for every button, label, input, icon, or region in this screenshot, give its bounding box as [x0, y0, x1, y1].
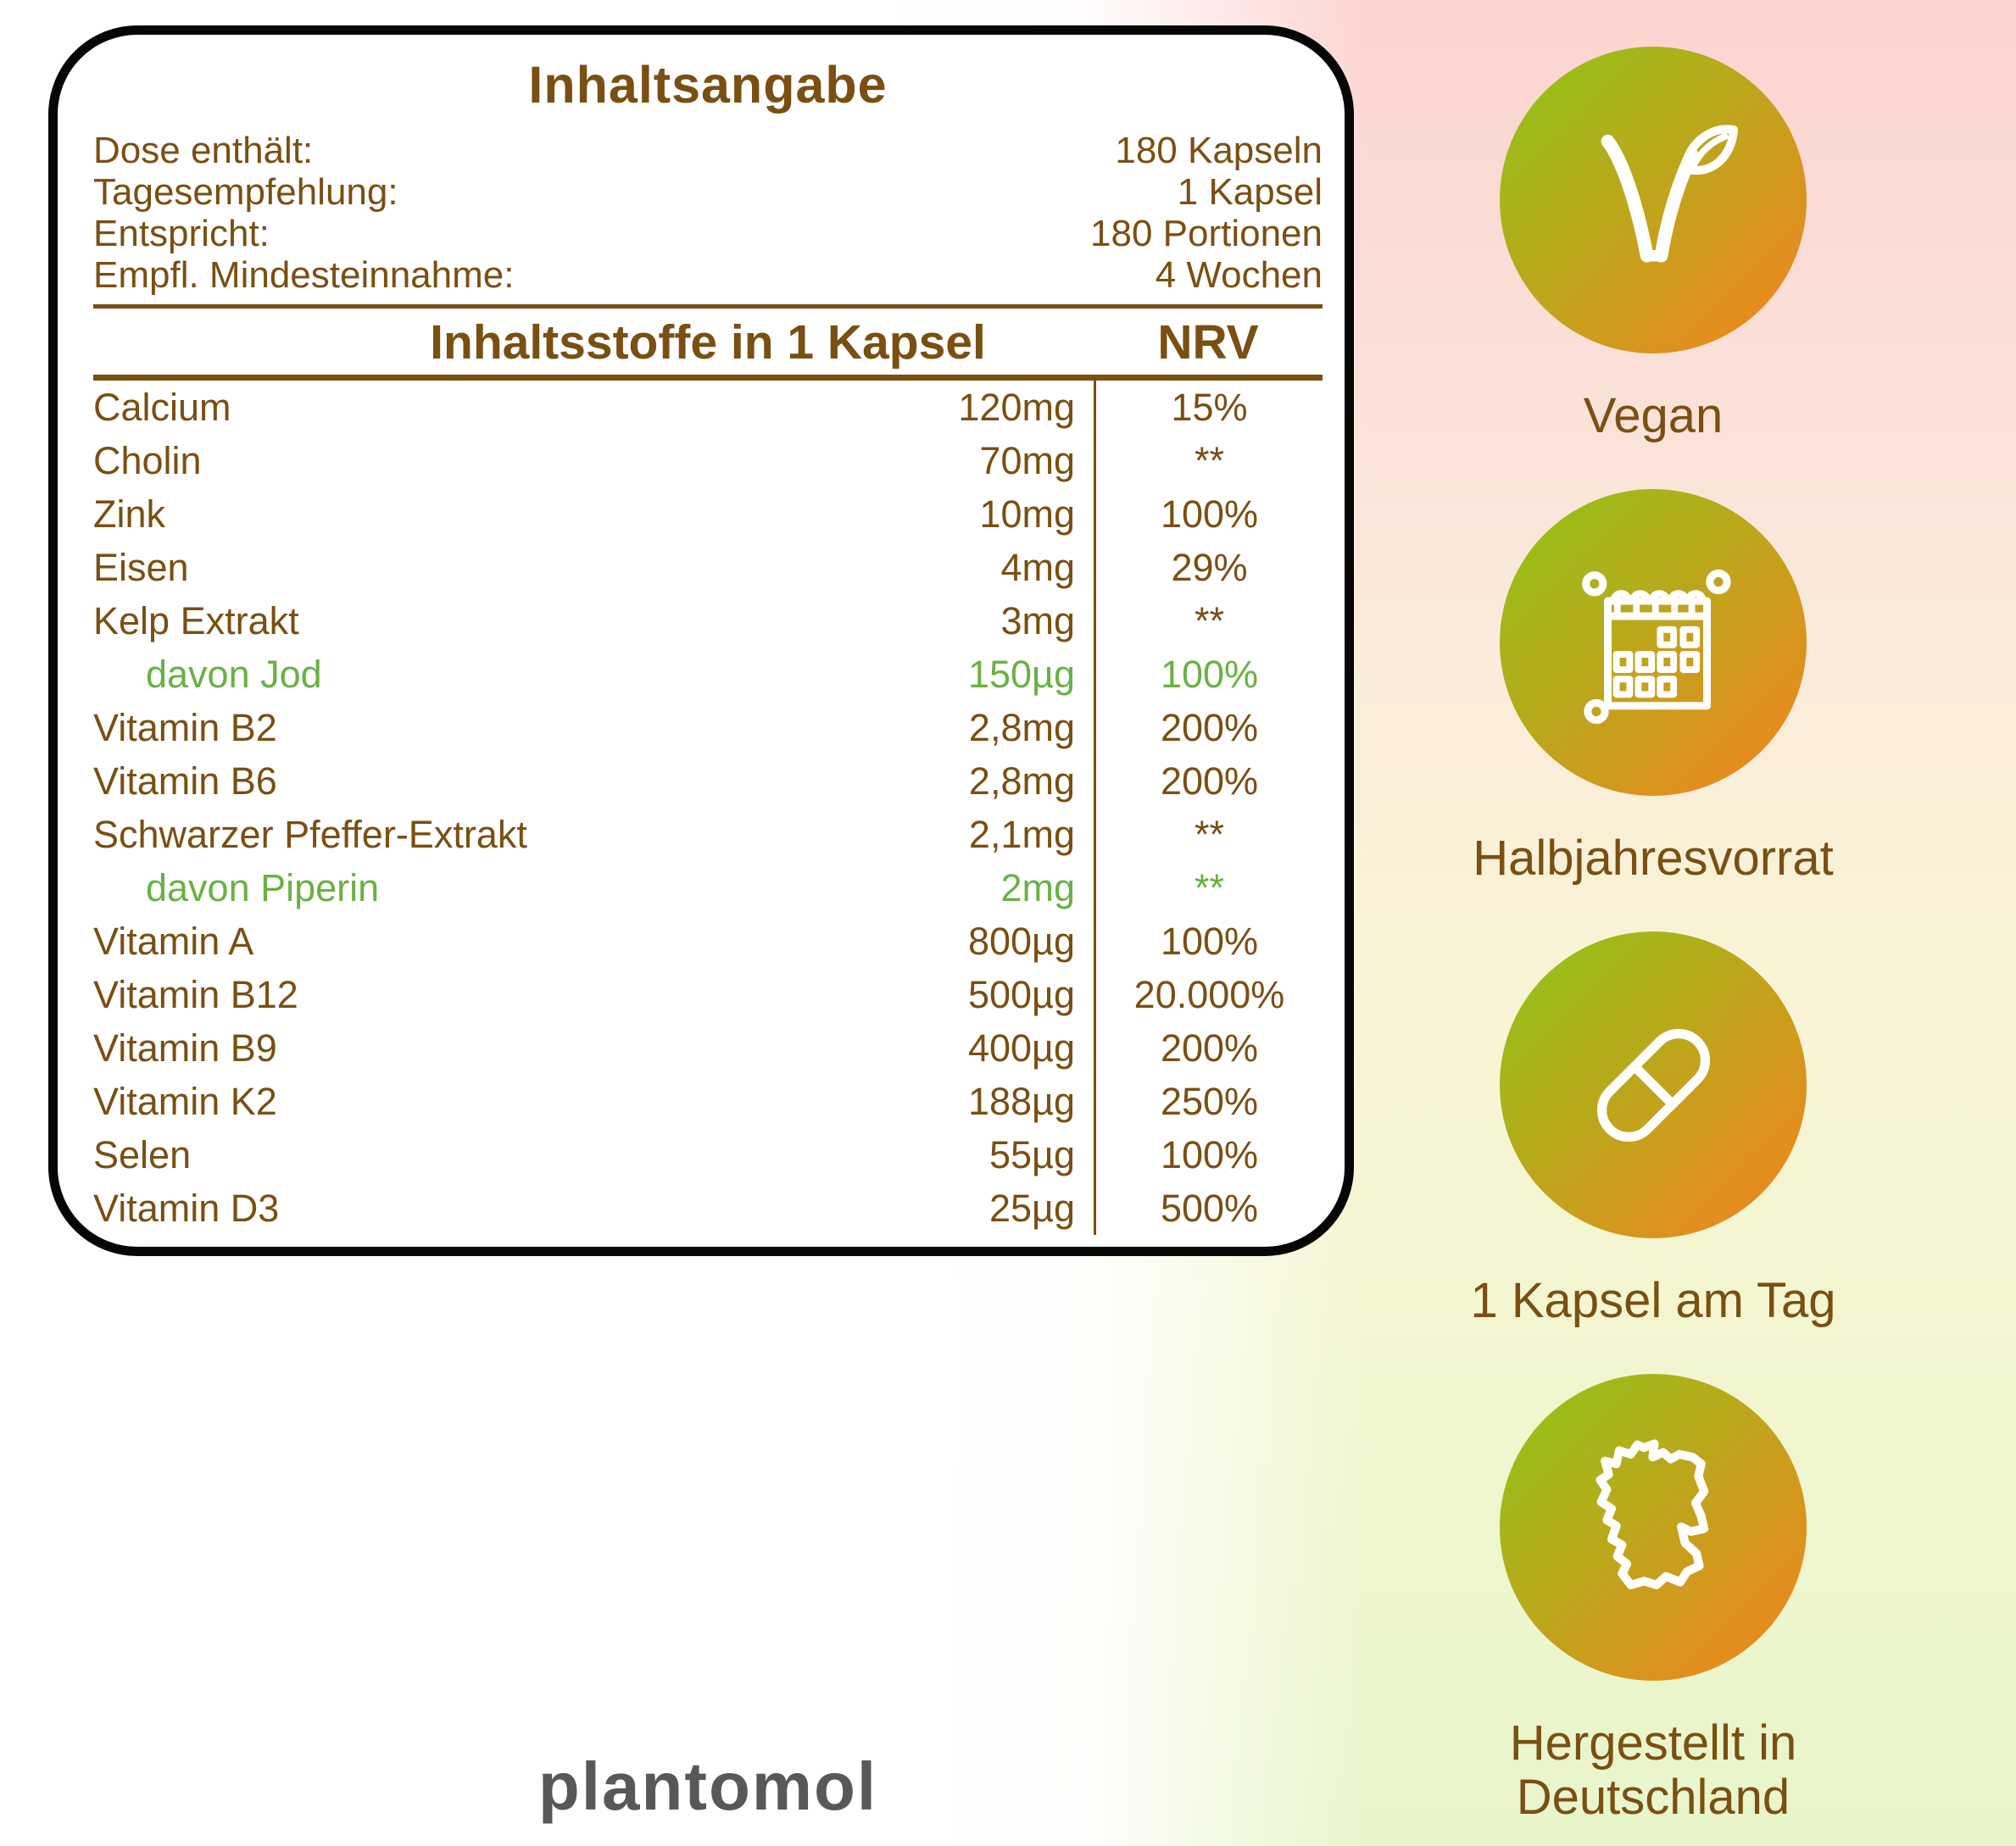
info-row: [93, 213, 1323, 254]
ingredient-amount: 4mg: [1000, 546, 1075, 589]
ingredient-name: Vitamin B6: [93, 759, 277, 803]
table-row: [93, 381, 1323, 434]
ingredient-name: Vitamin B12: [93, 973, 298, 1016]
ingredient-name: Vitamin K2: [93, 1080, 277, 1123]
ingredient-name: davon Jod: [146, 653, 322, 696]
badge-label: [1510, 1716, 1796, 1825]
ingredient-nrv: 200%: [1094, 754, 1323, 808]
ingredient-name: Zink: [93, 492, 166, 536]
calendar-icon: [1558, 548, 1749, 738]
info-label: Dose enthält:: [93, 130, 314, 171]
table-row: [93, 968, 1323, 1021]
info-value: 180 Kapseln: [1115, 130, 1323, 171]
ingredient-amount: 800µg: [967, 920, 1075, 963]
vegan-v-leaf-icon: [1558, 105, 1749, 296]
ingredient-name: Schwarzer Pfeffer-Extrakt: [93, 813, 527, 856]
table-row: [93, 808, 1323, 861]
ingredient-nrv: 20.000%: [1094, 968, 1323, 1021]
table-row: [93, 701, 1323, 754]
ingredient-name: Selen: [93, 1133, 192, 1176]
ingredient-nrv: 200%: [1094, 701, 1323, 754]
ingredient-amount: 55µg: [989, 1133, 1075, 1176]
ingredient-amount: 188µg: [967, 1080, 1075, 1123]
badge-half-year-supply: [1356, 489, 1950, 886]
table-header: [93, 315, 1323, 381]
ingredient-name: Kelp Extrakt: [93, 599, 299, 642]
badge-circle: [1500, 931, 1807, 1238]
badge-label: Vegan: [1583, 388, 1724, 443]
table-row-subingredient: [93, 648, 1323, 701]
info-row: [93, 254, 1323, 296]
info-label: Entspricht:: [93, 213, 270, 254]
table-row-subingredient: [93, 861, 1323, 915]
badge-circle: [1500, 489, 1807, 796]
brand-logo: plantomol: [537, 1749, 878, 1824]
ingredient-nrv: 100%: [1094, 487, 1323, 541]
ingredient-amount: 25µg: [989, 1187, 1075, 1230]
info-row: [93, 171, 1323, 213]
table-row: [93, 434, 1323, 487]
badge-label: Halbjahresvorrat: [1473, 831, 1834, 886]
table-row: [93, 594, 1323, 648]
table-row: [93, 487, 1323, 541]
ingredient-amount: 10mg: [979, 492, 1075, 536]
table-row: [93, 1021, 1323, 1075]
badge-label: 1 Kapsel am Tag: [1470, 1273, 1836, 1328]
ingredient-amount: 120mg: [958, 386, 1075, 429]
ingredients-table: [93, 381, 1323, 1235]
ingredients-column-header: Inhaltsstoffe in 1 Kapsel: [430, 315, 986, 370]
ingredient-nrv: **: [1094, 434, 1323, 487]
ingredient-amount: 2,8mg: [968, 759, 1075, 803]
nrv-column-header: NRV: [1157, 315, 1259, 370]
ingredient-nrv: 250%: [1094, 1075, 1323, 1128]
info-label: Tagesempfehlung:: [93, 171, 398, 213]
table-row: [93, 915, 1323, 968]
ingredient-nrv: 15%: [1094, 381, 1323, 434]
table-row: [93, 754, 1323, 808]
ingredient-name: Vitamin A: [93, 920, 254, 963]
panel-title: Inhaltsangabe: [528, 56, 888, 114]
badge-one-capsule-per-day: [1356, 931, 1950, 1328]
info-value: 1 Kapsel: [1177, 171, 1323, 213]
ingredient-nrv: 100%: [1094, 1128, 1323, 1182]
ingredient-nrv: 100%: [1094, 915, 1323, 968]
ingredient-nrv: **: [1094, 808, 1323, 861]
ingredient-name: Calcium: [93, 386, 231, 429]
ingredient-name: Vitamin B9: [93, 1026, 277, 1070]
ingredient-amount: 70mg: [979, 439, 1075, 482]
ingredient-nrv: **: [1094, 861, 1323, 915]
info-value: 180 Portionen: [1090, 213, 1323, 254]
ingredient-amount: 150µg: [967, 653, 1075, 696]
ingredient-name: Vitamin D3: [93, 1187, 280, 1230]
ingredient-name: Eisen: [93, 546, 189, 589]
ingredient-name: Vitamin B2: [93, 706, 277, 749]
badge-circle: [1500, 47, 1807, 353]
capsule-icon: [1558, 990, 1749, 1181]
table-row: [93, 1128, 1323, 1182]
ingredient-name: davon Piperin: [146, 866, 380, 909]
ingredient-nrv: 200%: [1094, 1021, 1323, 1075]
badge-circle: [1500, 1374, 1807, 1681]
ingredient-name: Cholin: [93, 439, 202, 482]
badge-made-in-germany: [1356, 1374, 1950, 1825]
nutrition-panel: [48, 25, 1354, 1256]
table-row: [93, 1075, 1323, 1128]
ingredient-nrv: 100%: [1094, 648, 1323, 701]
ingredient-amount: 2,1mg: [968, 813, 1075, 856]
ingredient-nrv: 500%: [1094, 1182, 1323, 1235]
germany-map-icon: [1558, 1432, 1749, 1623]
ingredient-amount: 2mg: [1000, 866, 1075, 909]
info-label: Empfl. Mindesteinnahme:: [93, 254, 515, 296]
info-row: [93, 130, 1323, 171]
ingredient-amount: 500µg: [967, 973, 1075, 1016]
dose-info-section: [93, 130, 1323, 309]
ingredient-amount: 400µg: [967, 1026, 1075, 1070]
ingredient-nrv: 29%: [1094, 541, 1323, 594]
ingredient-nrv: **: [1094, 594, 1323, 648]
badge-vegan: [1356, 47, 1950, 443]
ingredient-amount: 2,8mg: [968, 706, 1075, 749]
badge-label-line2: Deutschland: [1516, 1770, 1790, 1825]
table-row: [93, 1182, 1323, 1235]
ingredient-amount: 3mg: [1000, 599, 1075, 642]
table-row: [93, 541, 1323, 594]
info-value: 4 Wochen: [1155, 254, 1323, 296]
badge-label-line1: Hergestellt in: [1509, 1715, 1797, 1771]
